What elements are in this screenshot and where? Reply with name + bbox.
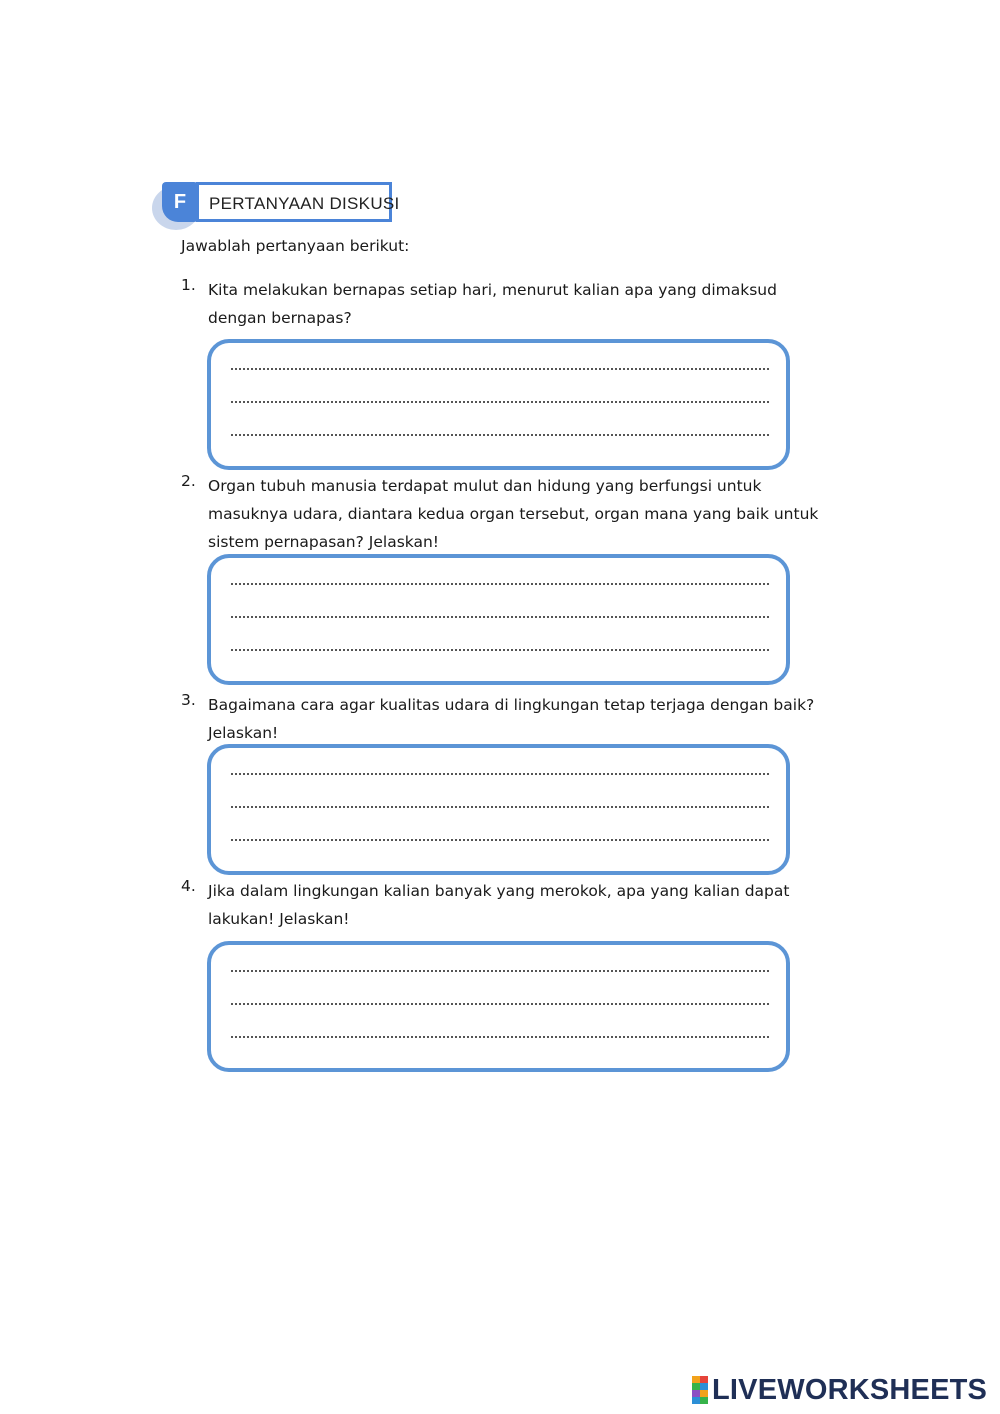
question-line: Kita melakukan bernapas setiap hari, menurut kalian apa yang dimaksud [208, 281, 777, 299]
answer-line[interactable] [231, 839, 769, 841]
answer-line[interactable] [231, 970, 769, 972]
question-line: Bagaimana cara agar kualitas udara di lingkungan tetap terjaga dengan baik? [208, 696, 815, 714]
question-number: 4. [181, 877, 196, 895]
section-header [152, 182, 402, 230]
answer-line[interactable] [231, 368, 769, 370]
liveworksheets-logo[interactable] [692, 1374, 987, 1406]
answer-line[interactable] [231, 806, 769, 808]
answer-line[interactable] [231, 583, 769, 585]
question-text [208, 877, 833, 933]
answer-line[interactable] [231, 773, 769, 775]
question-number: 1. [181, 276, 196, 294]
answer-box-2[interactable] [207, 554, 790, 685]
answer-box-3[interactable] [207, 744, 790, 875]
question-line: dengan bernapas? [208, 309, 352, 327]
answer-line[interactable] [231, 401, 769, 403]
question-line: Jika dalam lingkungan kalian banyak yang merokok, apa yang kalian dapat [208, 882, 790, 900]
question-text [208, 472, 833, 556]
answer-line[interactable] [231, 1003, 769, 1005]
answer-box-1[interactable] [207, 339, 790, 470]
instruction-text: Jawablah pertanyaan berikut: [181, 237, 410, 255]
answer-line[interactable] [231, 1036, 769, 1038]
answer-line[interactable] [231, 649, 769, 651]
answer-box-4[interactable] [207, 941, 790, 1072]
answer-line[interactable] [231, 434, 769, 436]
answer-line[interactable] [231, 616, 769, 618]
question-text [208, 691, 833, 747]
question-text [208, 276, 833, 332]
question-line: masuknya udara, diantara kedua organ tersebut, organ mana yang baik untuk [208, 505, 819, 523]
question-line: Organ tubuh manusia terdapat mulut dan hidung yang berfungsi untuk [208, 477, 762, 495]
question-number: 2. [181, 472, 196, 490]
section-badge: F [162, 182, 198, 222]
section-title-box [196, 182, 400, 222]
liveworksheets-logo-icon [692, 1376, 708, 1404]
section-title: PERTANYAAN DISKUSI [209, 194, 400, 213]
question-line: sistem pernapasan? Jelaskan! [208, 533, 440, 551]
question-line: Jelaskan! [208, 724, 279, 742]
question-number: 3. [181, 691, 196, 709]
question-line: lakukan! Jelaskan! [208, 910, 350, 928]
logo-text: LIVEWORKSHEETS [712, 1373, 988, 1406]
